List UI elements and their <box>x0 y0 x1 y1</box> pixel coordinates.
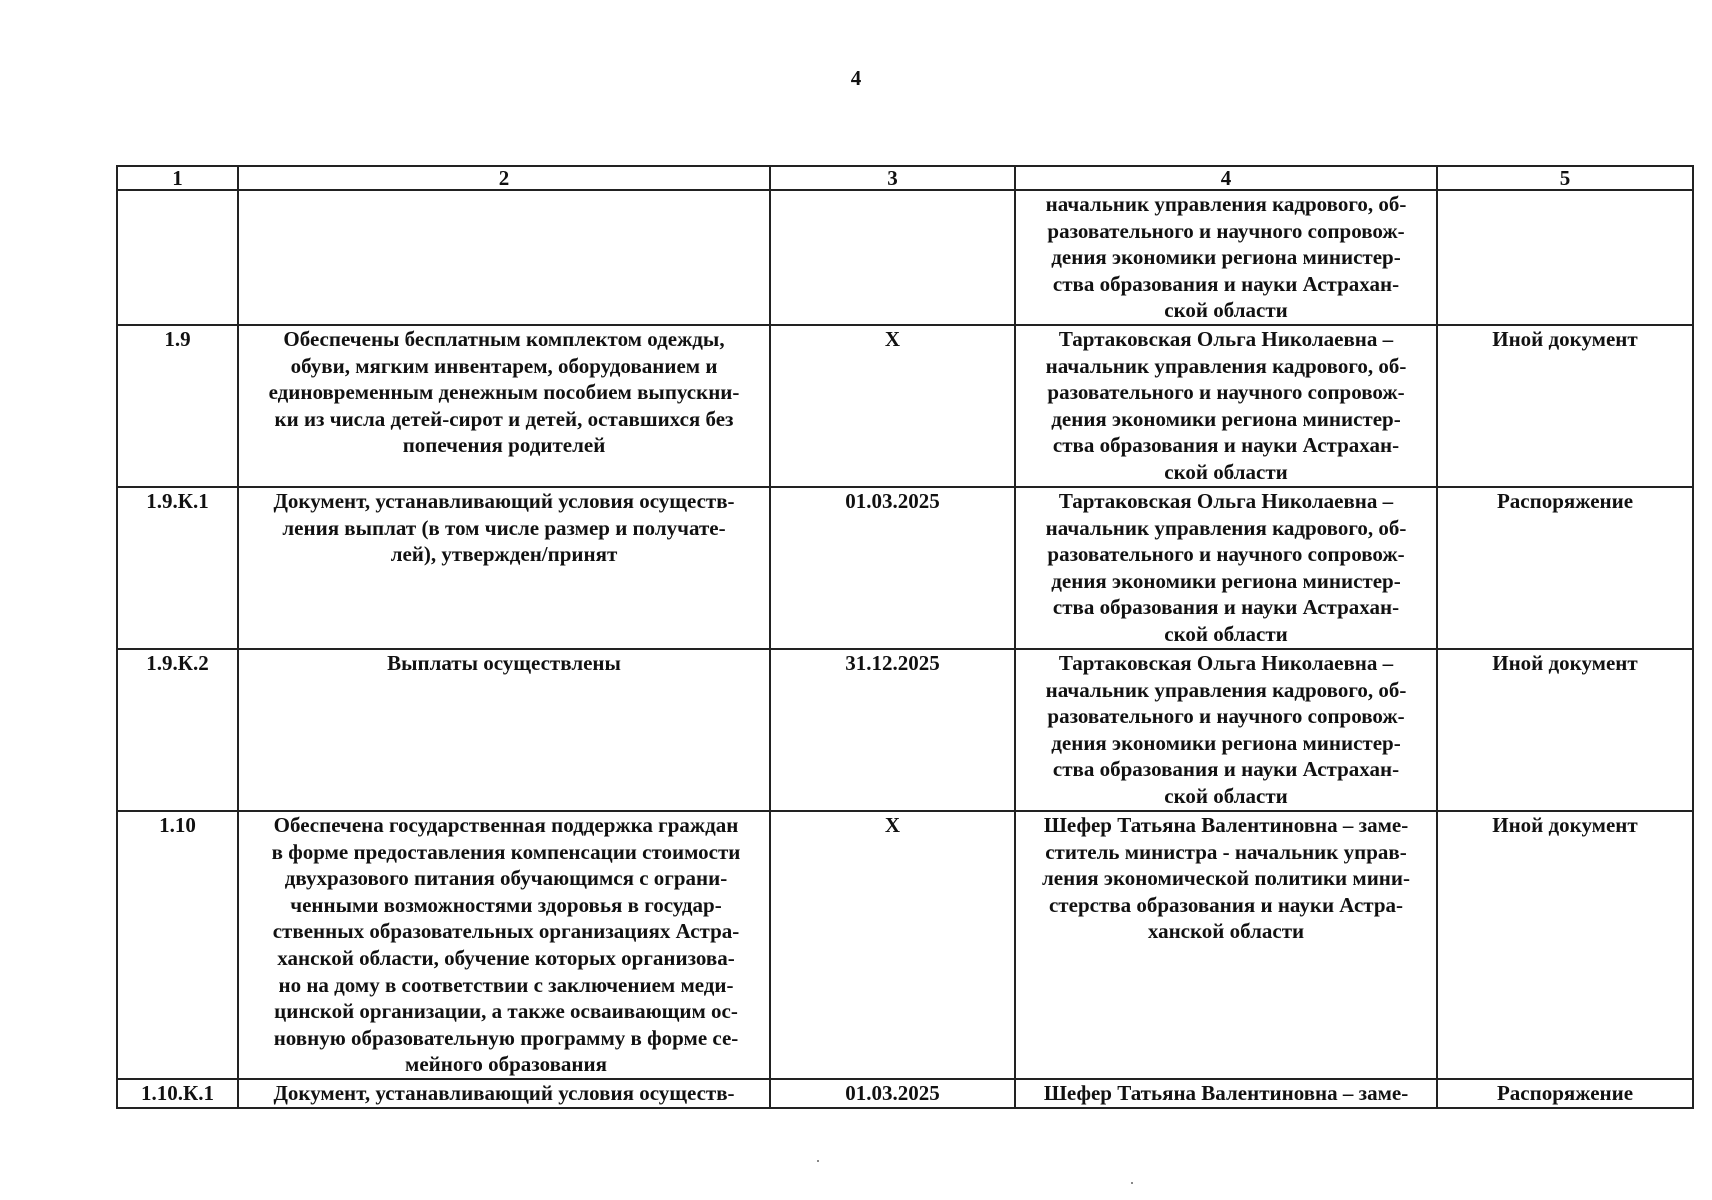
date-cell: X <box>770 811 1015 1079</box>
table-row <box>117 325 1693 487</box>
responsible-cell: Шефер Татьяна Валентиновна – заме- ститель министра - начальник управ- ления экономической политики мини- стерства образования и науки Астра- ханской области <box>1015 811 1437 1079</box>
result-cell: Документ, устанавливающий условия осуществ- ления выплат (в том числе размер и получате- лей), утвержден/принят <box>238 487 770 649</box>
document-type-cell: Иной документ <box>1437 649 1693 811</box>
row-number-cell: 1.9.К.2 <box>117 649 238 811</box>
row-number-cell: 1.10 <box>117 811 238 1079</box>
scan-speck <box>817 1160 819 1162</box>
plan-table <box>116 165 1694 1109</box>
row-number-cell: 1.10.К.1 <box>117 1079 238 1108</box>
table-row <box>117 811 1693 1079</box>
header-cell-3: 3 <box>770 166 1015 190</box>
result-cell: Выплаты осуществлены <box>238 649 770 811</box>
table-row <box>117 190 1693 325</box>
scan-speck <box>1131 1182 1133 1184</box>
row-number-cell: 1.9 <box>117 325 238 487</box>
result-cell: Обеспечены бесплатным комплектом одежды, обуви, мягким инвентарем, оборудованием и единовременным денежным пособием выпускни- ки из числа детей-сирот и детей, оставшихся без попечения родителей <box>238 325 770 487</box>
header-row <box>117 166 1693 190</box>
result-cell: Документ, устанавливающий условия осуществ- <box>238 1079 770 1108</box>
result-cell: Обеспечена государственная поддержка граждан в форме предоставления компенсации стоимости двухразового питания обучающимся с ограни- ченными возможностями здоровья в государ- ственных образовательных организациях Астра- ханской области, обучение которых организова- но на дому в соответствии с заключением меди- цинской организации, а также осваивающим ос- новную образовательную программу в форме се- мейного образования <box>238 811 770 1079</box>
document-type-cell <box>1437 190 1693 325</box>
row-number-cell: 1.9.К.1 <box>117 487 238 649</box>
date-cell: 01.03.2025 <box>770 1079 1015 1108</box>
header-cell-5: 5 <box>1437 166 1693 190</box>
table-row <box>117 649 1693 811</box>
table-row <box>117 1079 1693 1108</box>
document-type-cell: Распоряжение <box>1437 1079 1693 1108</box>
page-number: 4 <box>850 66 862 90</box>
date-cell: 31.12.2025 <box>770 649 1015 811</box>
header-cell-2: 2 <box>238 166 770 190</box>
responsible-cell: Шефер Татьяна Валентиновна – заме- <box>1015 1079 1437 1108</box>
responsible-cell: Тартаковская Ольга Николаевна – начальник управления кадрового, об- разовательного и научного сопровож- дения экономики региона министер- ства образования и науки Астрахан- ской области <box>1015 325 1437 487</box>
document-type-cell: Иной документ <box>1437 325 1693 487</box>
table-row <box>117 487 1693 649</box>
responsible-cell: Тартаковская Ольга Николаевна – начальник управления кадрового, об- разовательного и научного сопровож- дения экономики региона министер- ства образования и науки Астрахан- ской области <box>1015 487 1437 649</box>
header-cell-1: 1 <box>117 166 238 190</box>
responsible-cell: начальник управления кадрового, об- разовательного и научного сопровож- дения экономики региона министер- ства образования и науки Астрахан- ской области <box>1015 190 1437 325</box>
row-number-cell <box>117 190 238 325</box>
date-cell: 01.03.2025 <box>770 487 1015 649</box>
header-cell-4: 4 <box>1015 166 1437 190</box>
date-cell <box>770 190 1015 325</box>
document-type-cell: Распоряжение <box>1437 487 1693 649</box>
document-type-cell: Иной документ <box>1437 811 1693 1079</box>
date-cell: X <box>770 325 1015 487</box>
result-cell <box>238 190 770 325</box>
responsible-cell: Тартаковская Ольга Николаевна – начальник управления кадрового, об- разовательного и научного сопровож- дения экономики региона министер- ства образования и науки Астрахан- ской области <box>1015 649 1437 811</box>
